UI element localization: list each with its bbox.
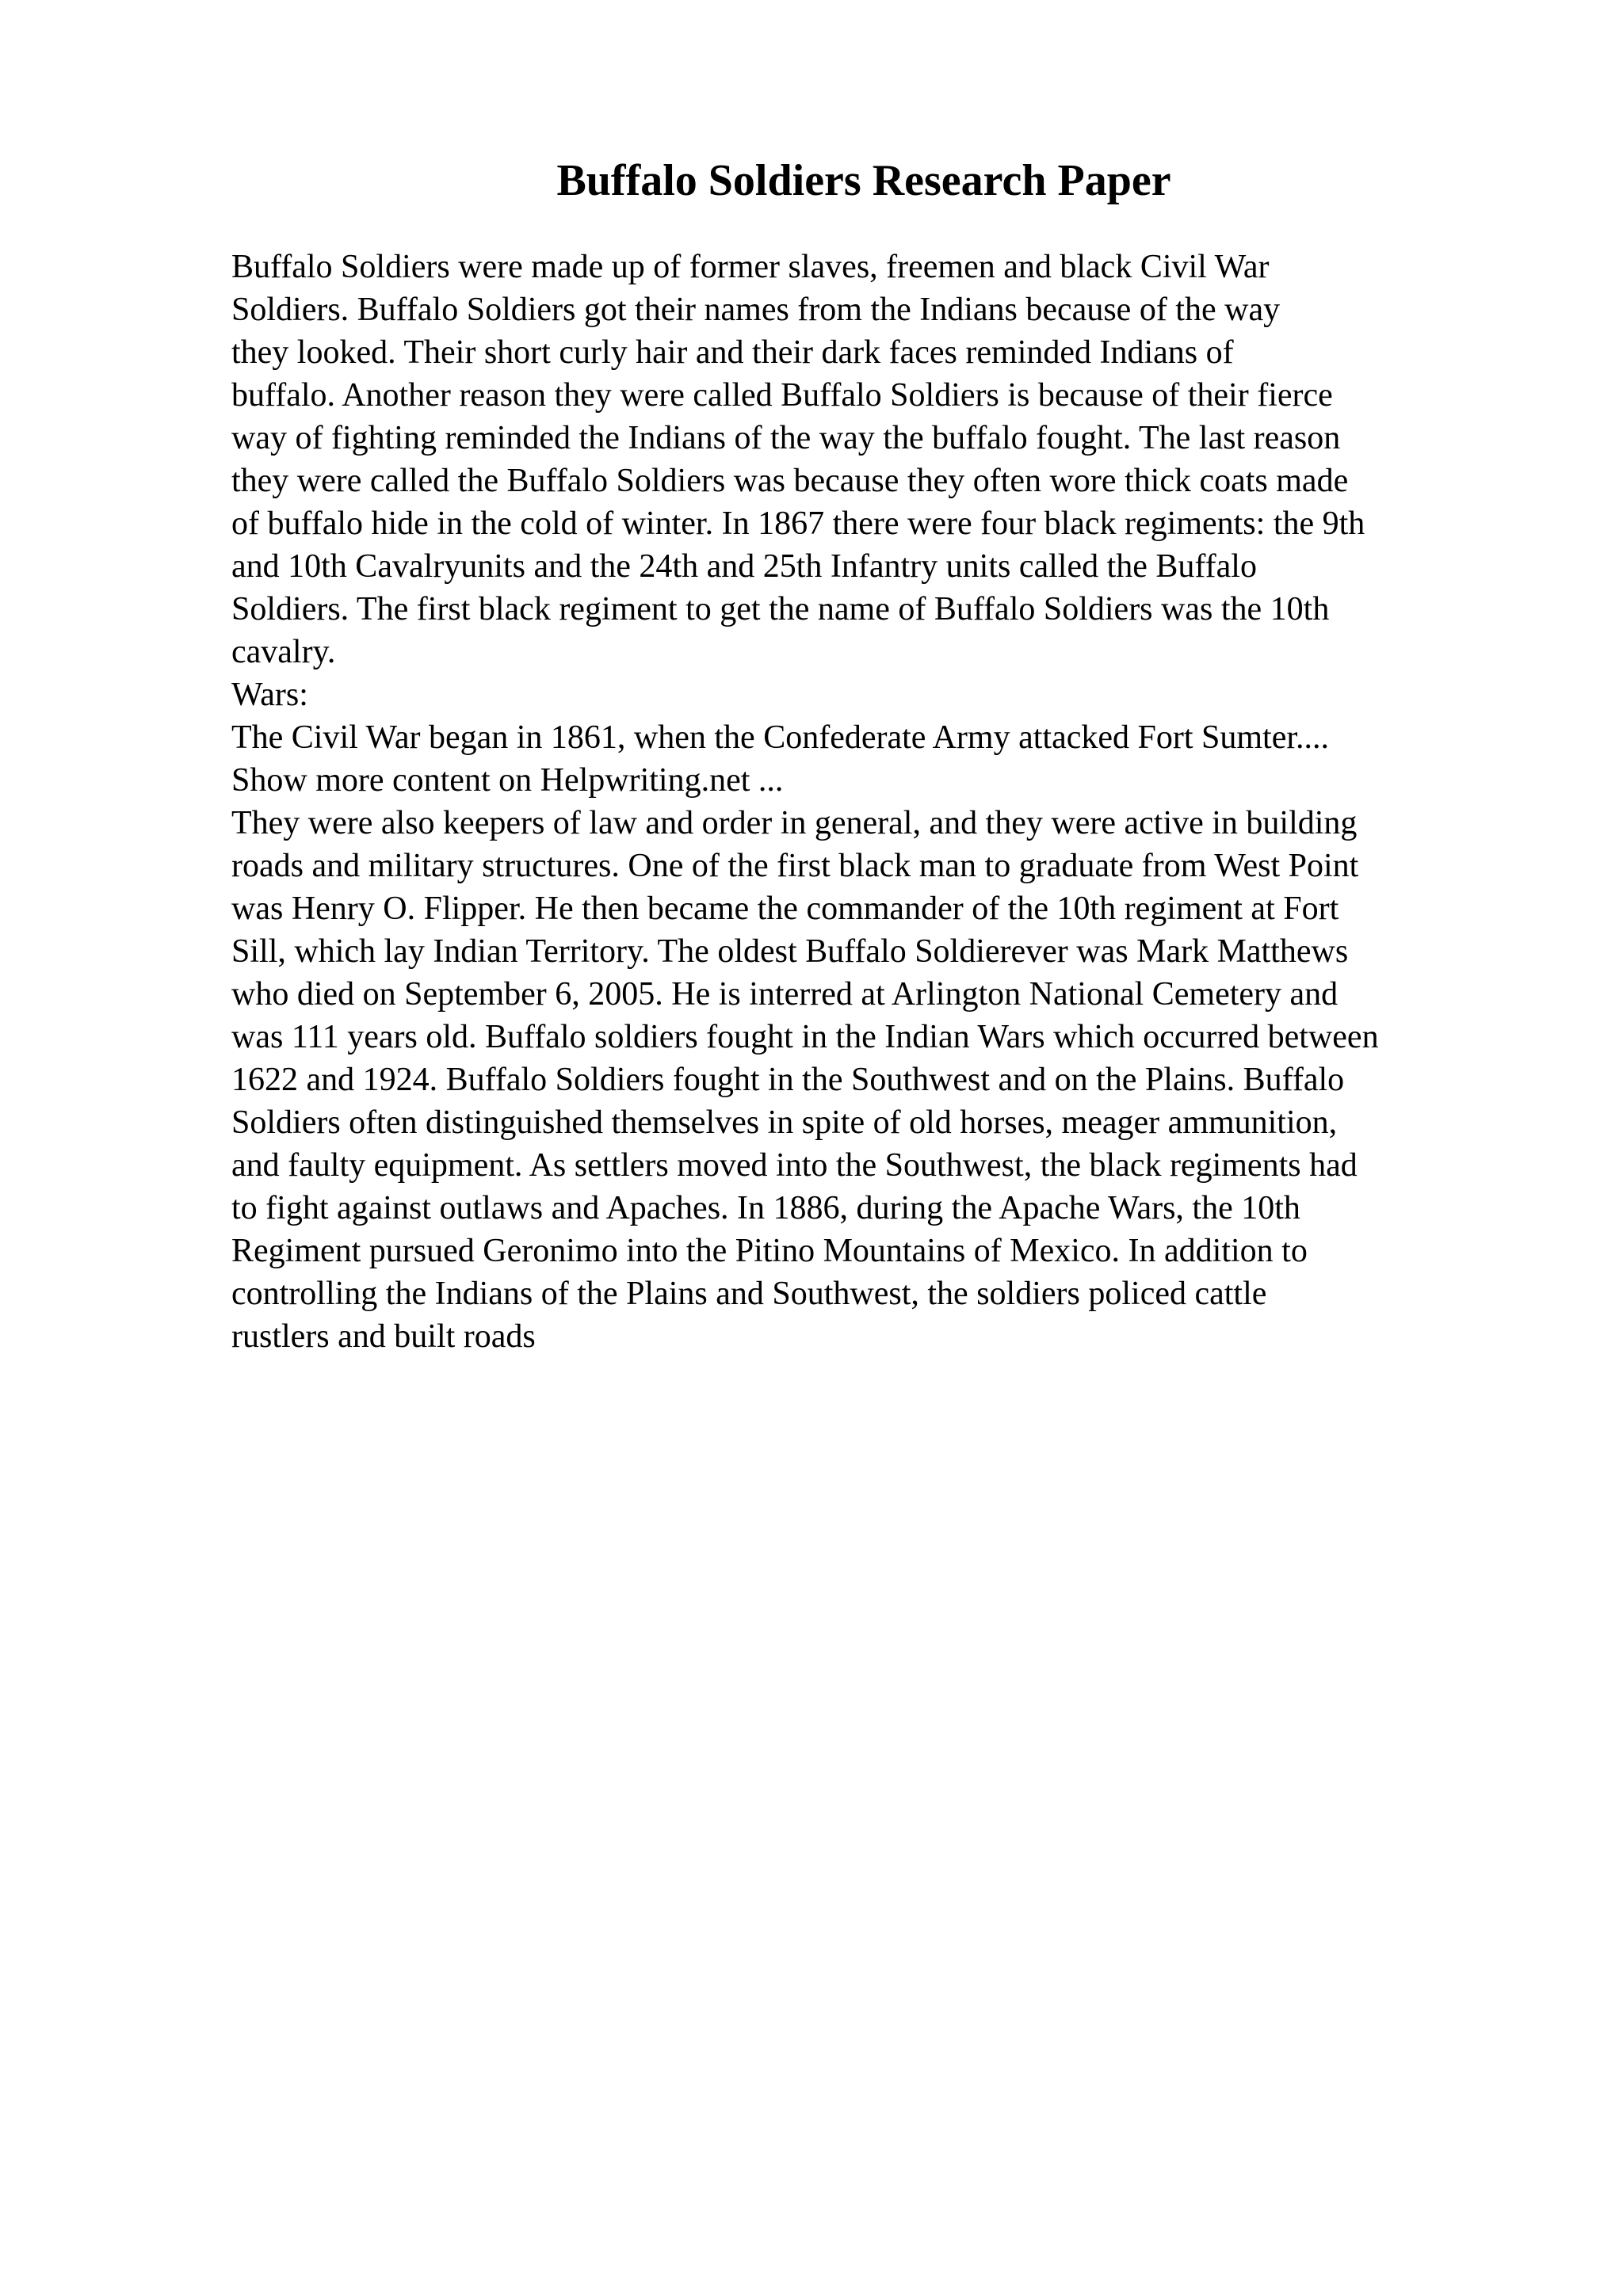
text-line: Soldiers. The first black regiment to get the name of Buffalo Soldiers was the 10th (231, 591, 1330, 627)
text-line: of buffalo hide in the cold of winter. In 1867 there were four black regiments: the 9th (231, 505, 1365, 542)
page-title: Buffalo Soldiers Research Paper (556, 156, 1171, 205)
text-line: They were also keepers of law and order in general, and they were active in building (231, 805, 1358, 841)
text-line: way of fighting reminded the Indians of the way the buffalo fought. The last reason (231, 420, 1341, 456)
text-line: they were called the Buffalo Soldiers was because they often wore thick coats made (231, 463, 1349, 499)
text-line: was Henry O. Flipper. He then became the commander of the 10th regiment at Fort (231, 891, 1339, 927)
text-line: 1622 and 1924. Buffalo Soldiers fought in the Southwest and on the Plains. Buffalo (231, 1062, 1345, 1098)
text-line: who died on September 6, 2005. He is interred at Arlington National Cemetery and (231, 976, 1338, 1013)
text-line: The Civil War began in 1861, when the Confederate Army attacked Fort Sumter.... (231, 719, 1330, 756)
show-more-link[interactable]: Show more content on Helpwriting.net ... (231, 762, 784, 799)
text-line: cavalry. (231, 634, 336, 670)
text-line: rustlers and built roads (231, 1318, 536, 1355)
text-line: and 10th Cavalryunits and the 24th and 25th Infantry units called the Buffalo (231, 548, 1257, 585)
text-line: roads and military structures. One of the first black man to graduate from West Point (231, 848, 1359, 884)
text-line: controlling the Indians of the Plains and Southwest, the soldiers policed cattle (231, 1276, 1267, 1312)
text-line: Soldiers. Buffalo Soldiers got their names from the Indians because of the way (231, 292, 1281, 328)
text-line: and faulty equipment. As settlers moved into the Southwest, the black regiments had (231, 1147, 1358, 1184)
text-line: to fight against outlaws and Apaches. In 1886, during the Apache Wars, the 10th (231, 1190, 1300, 1226)
body-text (231, 246, 1610, 1358)
text-line: they looked. Their short curly hair and their dark faces reminded Indians of (231, 334, 1234, 371)
text-line: Regiment pursued Geronimo into the Pitino Mountains of Mexico. In addition to (231, 1233, 1308, 1269)
section-heading-wars: Wars: (231, 677, 308, 713)
text-line: Buffalo Soldiers were made up of former slaves, freemen and black Civil War (231, 249, 1270, 285)
text-line: was 111 years old. Buffalo soldiers fought in the Indian Wars which occurred between (231, 1019, 1379, 1055)
text-line: Soldiers often distinguished themselves in spite of old horses, meager ammunition, (231, 1104, 1338, 1141)
text-line: Sill, which lay Indian Territory. The oldest Buffalo Soldierever was Mark Matthews (231, 933, 1349, 970)
text-line: buffalo. Another reason they were called Buffalo Soldiers is because of their fierce (231, 377, 1333, 414)
